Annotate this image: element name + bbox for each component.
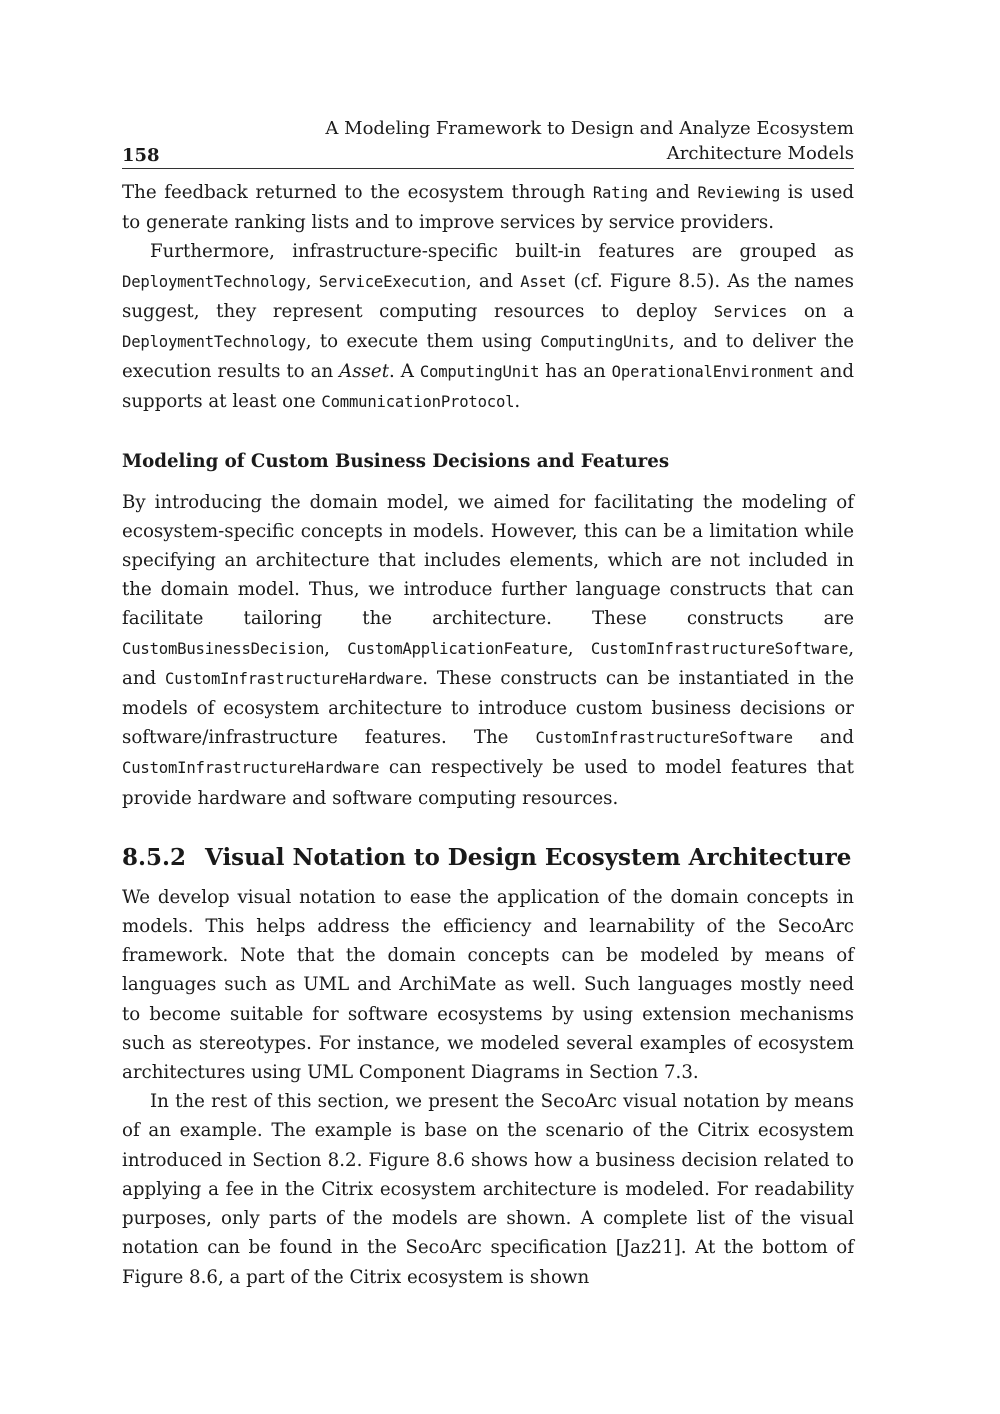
paragraph-custom-constructs xyxy=(122,488,854,813)
section-heading xyxy=(122,841,854,875)
section-number: 8.5.2 xyxy=(122,843,187,871)
subsection-heading: Modeling of Custom Business Decisions and Features xyxy=(122,450,670,472)
text: and xyxy=(792,727,855,749)
running-title xyxy=(325,116,854,166)
paragraph-infrastructure-features xyxy=(122,237,854,417)
text: is used to generate ranking lists and to improve services by service providers. xyxy=(122,182,855,234)
code-term: ComputingUnit xyxy=(419,363,540,382)
code-term: CustomInfrastructureSoftware xyxy=(590,639,849,658)
code-term: Reviewing xyxy=(697,184,781,202)
paragraph-feedback xyxy=(122,178,854,237)
code-term: CommunicationProtocol xyxy=(321,393,515,412)
text: The feedback returned to the ecosystem through xyxy=(122,182,593,203)
code-term: CustomInfrastructureHardware xyxy=(122,759,380,778)
text: , to execute them using xyxy=(305,331,541,353)
code-term: OperationalEnvironment xyxy=(611,363,814,382)
running-header xyxy=(122,118,854,169)
paragraph-visual-notation: We develop visual notation to ease the application of the domain concepts in models. This helps address the efficiency and learnability of the SecoArc framework. Note that the domain concepts can be modeled by means of languages such as UML and ArchiMate as well. Such languages mostly need to become suitable for software ecosystems by using extension mechanisms such as stereotypes. For instance, we modeled several examples of ecosystem architectures using UML Component Diagrams in Section 7.3. xyxy=(122,886,854,1084)
text: and xyxy=(647,182,698,203)
paragraph-example: In the rest of this section, we present the SecoArc visual notation by means of an example. The example is base on the scenario of the Citrix ecosystem introduced in Section 8.2. Figure 8.6 shows how a business decision related to applying a fee in the Citrix ecosystem architecture is modeled. For readability purposes, only parts of the models are shown. A complete list of the visual notation can be found in the SecoArc specification [Jaz21]. At the bottom of Figure 8.6, a part of the Citrix ecosystem is shown xyxy=(122,1091,854,1288)
code-term: ComputingUnits xyxy=(540,333,669,352)
text: can respectively be used to model features that provide hardware and software computing resources. xyxy=(122,757,854,809)
code-term: CustomApplicationFeature xyxy=(347,639,568,658)
text: , and xyxy=(465,270,521,292)
text: , xyxy=(567,637,591,659)
text: has an xyxy=(539,361,612,383)
text: Furthermore, infrastructure-specific built-in features are grouped as xyxy=(150,241,854,263)
code-term: ServiceExecution xyxy=(318,272,466,291)
code-term: CustomBusinessDecision xyxy=(122,639,325,658)
running-title-line-2: Architecture Models xyxy=(666,143,854,164)
page-number: 158 xyxy=(122,145,160,166)
section-title: Visual Notation to Design Ecosystem Architecture xyxy=(205,843,852,871)
text: By introducing the domain model, we aimed for facilitating the modeling of ecosystem-specific concepts in models. However, this can be a limitation while specifying an architecture that includes elements, which are not included in the domain model. Thus, we introduce further language constructs that can facilitate tailoring the architecture. These constructs are xyxy=(122,491,854,630)
text: (cf. Figure 8.5). As the names suggest, they represent computing resources to deploy xyxy=(122,270,854,322)
emphasis: Asset xyxy=(339,361,389,383)
code-term: Asset xyxy=(520,272,567,291)
running-title-line-1: A Modeling Framework to Design and Analyze Ecosystem xyxy=(325,118,854,139)
text: , and xyxy=(122,637,854,689)
page-content xyxy=(122,118,854,1292)
code-term: CustomInfrastructureSoftware xyxy=(535,729,793,748)
text: on a xyxy=(787,300,854,322)
text: and supports at least one xyxy=(122,361,854,413)
text: , and to deliver the execution results to an xyxy=(122,331,854,383)
code-term: Services xyxy=(713,302,788,321)
text: . A xyxy=(389,361,420,383)
code-term: Rating xyxy=(592,184,648,202)
code-term: CustomInfrastructureHardware xyxy=(165,669,423,688)
text: . These constructs can be instantiated in the models of ecosystem architecture to introduce custom business decisions or software/infrastructure features. The xyxy=(122,667,855,749)
text: , xyxy=(305,270,319,292)
code-term: DeploymentTechnology xyxy=(122,272,306,291)
text: , xyxy=(324,637,348,659)
text: . xyxy=(514,391,521,413)
code-term: DeploymentTechnology xyxy=(122,333,306,352)
